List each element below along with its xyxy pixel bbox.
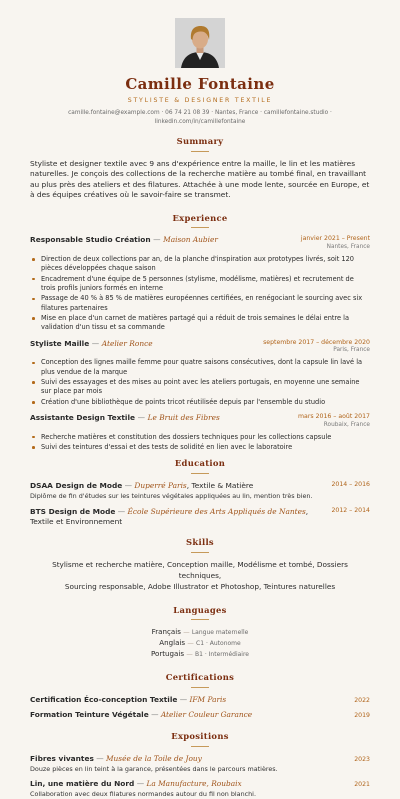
education-heading: BTS Design de Mode — École Supérieure des Arts Appliqués de Nantes, Textile et Environnement (30, 506, 309, 527)
school-name: Duperré Paris (134, 480, 187, 490)
certification-year: 2022 (354, 696, 370, 704)
section-title: Expositions (171, 730, 229, 741)
job-entry (30, 413, 370, 452)
section-title: Education (174, 458, 226, 469)
section-title: Experience (172, 212, 228, 223)
education-dates: 2014 – 2016 (331, 480, 370, 488)
list-item: Suivi des teintures d'essai et des tests de solidité en lien avec le laboratoire (30, 443, 370, 452)
list-item: Suivi des essayages et des mises au point avec les ateliers portugais, en moyenne une semaine sur place par mois (30, 378, 370, 397)
portrait-photo-icon (175, 18, 225, 68)
separator: — (117, 506, 126, 516)
education-entry (30, 507, 370, 527)
exhibition-name: Lin, une matière du Nord (30, 778, 135, 788)
experience-list (30, 235, 370, 452)
separator: — (151, 710, 159, 720)
language-name: Portugais (150, 649, 185, 659)
exhibition-entry (30, 779, 370, 799)
job-role: Assistante Design Textile (30, 413, 136, 422)
exhibition-year: 2021 (354, 780, 370, 788)
certification-year: 2019 (354, 712, 370, 720)
divider (191, 473, 209, 474)
education-entry (30, 481, 370, 501)
skills-line: Stylisme et recherche matière, Conception maille, Modélisme et tombé, Dossiers techniques, (52, 559, 348, 580)
education-section (30, 458, 370, 527)
list-item: Encadrement d'une équipe de 5 personnes (stylisme, modélisme, matières) et recrutement de trois profils juniors formés en interne (30, 275, 370, 294)
divider (191, 227, 209, 228)
certification-issuer: IFM Paris (189, 694, 227, 704)
degree-name: DSAA Design de Mode (30, 480, 123, 490)
list-item: Conception des lignes maille femme pour quatre saisons consécutives, dont la capsule lin lavé la plus vendue de la marque (30, 358, 370, 377)
skills-line: Sourcing responsable, Adobe Illustrator et Photoshop, Teintures naturelles (64, 581, 336, 591)
separator: — (187, 639, 194, 648)
field-of-study: Textile & Matière (191, 480, 254, 490)
education-dates: 2012 – 2014 (331, 506, 370, 514)
language-level: C1 · Autonome (196, 640, 241, 648)
job-dates: septembre 2017 – décembre 2020 (263, 338, 370, 346)
divider (191, 746, 209, 747)
skills-section (30, 537, 370, 592)
language-name: Français (151, 627, 181, 637)
job-dates: janvier 2021 – Present (300, 235, 370, 243)
separator: — (137, 413, 145, 422)
language-item (30, 638, 370, 649)
certification-entry (30, 695, 370, 706)
avatar (175, 18, 225, 68)
job-heading (30, 339, 153, 349)
job-role: Responsable Studio Création (30, 235, 151, 245)
education-list (30, 481, 370, 527)
divider (191, 552, 209, 553)
company-name: Maison Aubier (163, 235, 218, 245)
exhibition-venue: La Manufacture, Roubaix (146, 778, 242, 788)
language-name: Anglais (159, 638, 186, 648)
certifications-list (30, 695, 370, 721)
separator: — (186, 650, 193, 659)
separator: — (153, 235, 161, 245)
list-item: Direction de deux collections par an, de la planche d'inspiration aux prototypes livrés, soit 120 pièces développées chaque saison (30, 255, 370, 274)
separator: — (124, 480, 133, 490)
language-level: Langue maternelle (191, 629, 249, 637)
certification-name: Certification Éco-conception Textile (30, 694, 178, 704)
job-bullets (30, 255, 370, 333)
section-title: Languages (173, 604, 227, 615)
languages-section (30, 605, 370, 661)
field-of-study: Textile et Environnement (30, 517, 123, 527)
company-name: Atelier Ronce (101, 338, 153, 348)
list-item: Recherche matières et constitution des dossiers techniques pour les collections capsule (30, 433, 370, 442)
languages-list (30, 627, 370, 660)
job-location: Paris, France (333, 347, 370, 354)
exhibition-year: 2023 (354, 755, 370, 763)
certification-issuer: Atelier Couleur Garance (160, 710, 253, 720)
separator: — (183, 628, 190, 637)
section-title: Certifications (165, 672, 235, 683)
section-title: Skills (186, 537, 214, 548)
list-item: Création d'une bibliothèque de points tricot réutilisée depuis par l'ensemble du studio (30, 398, 370, 407)
job-entry (30, 339, 370, 407)
job-bullets (30, 358, 370, 407)
certification-entry (30, 710, 370, 721)
exhibition-description: Douze pièces en lin teint à la garance, présentées dans le parcours matières. (30, 765, 278, 774)
separator: — (179, 694, 188, 704)
certification-name: Formation Teinture Végétale (30, 710, 149, 720)
exhibitions-list (30, 754, 370, 799)
divider (191, 687, 209, 688)
job-entry (30, 235, 370, 332)
language-level: B1 · Intermédiaire (194, 651, 249, 659)
summary-section (30, 136, 370, 201)
section-title: Summary (176, 136, 224, 147)
language-item (30, 649, 370, 660)
skills-list (30, 560, 370, 593)
education-description: Diplôme de fin d'études sur les teintures végétales appliquées au lin, mention très bien. (30, 492, 313, 501)
job-heading (30, 235, 218, 245)
exhibitions-section (30, 731, 370, 799)
job-role: Styliste Maille (30, 338, 90, 348)
job-location: Roubaix, France (323, 421, 370, 428)
exhibition-name: Fibres vivantes (30, 753, 94, 763)
job-heading (30, 413, 220, 423)
exhibition-venue: Musée de la Toile de Jouy (105, 753, 202, 763)
separator: — (96, 753, 104, 763)
certifications-section (30, 672, 370, 721)
divider (191, 151, 209, 152)
job-location: Nantes, France (326, 243, 370, 250)
contact-line: linkedin.com/in/camillefontaine (154, 118, 246, 125)
list-item: Passage de 40 % à 85 % de matières européennes certifiées, en renégociant le sourcing avec six filatures partenaires (30, 294, 370, 313)
summary-text: Styliste et designer textile avec 9 ans d'expérience entre la maille, le lin et les matières naturelles. Je conçois des collections de la recherche matière au tombé final, en travaillant au plus près des ateliers et des filatures. Attachée à une mode lente, sourcée en Europe, et à des équipes créatives où le savoir-faire se transmet. (30, 158, 370, 200)
divider (191, 619, 209, 620)
job-dates: mars 2016 – août 2017 (298, 413, 370, 420)
contact-info (30, 109, 370, 126)
separator: — (91, 338, 100, 348)
exhibition-entry (30, 754, 370, 774)
exhibition-description: Collaboration avec deux filatures normandes autour du fil non blanchi. (30, 790, 256, 799)
experience-section (30, 213, 370, 453)
job-bullets (30, 433, 370, 453)
education-heading: DSAA Design de Mode — Duperré Paris, Textile & Matière (30, 480, 254, 490)
separator: — (136, 778, 145, 788)
company-name: Le Bruit des Fibres (147, 413, 220, 422)
job-headline: STYLISTE & DESIGNER TEXTILE (127, 96, 273, 104)
resume-header (30, 0, 370, 126)
contact-line: camille.fontaine@example.com · 06 74 21 08 39 · Nantes, France · camillefontaine.studio · (68, 110, 332, 117)
candidate-name: Camille Fontaine (125, 75, 275, 93)
degree-name: BTS Design de Mode (30, 506, 116, 516)
school-name: École Supérieure des Arts Appliqués de Nantes (127, 506, 306, 516)
language-item (30, 627, 370, 638)
list-item: Mise en place d'un carnet de matières partagé qui a réduit de trois semaines le délai entre la validation d'un tissu et sa commande (30, 314, 370, 333)
